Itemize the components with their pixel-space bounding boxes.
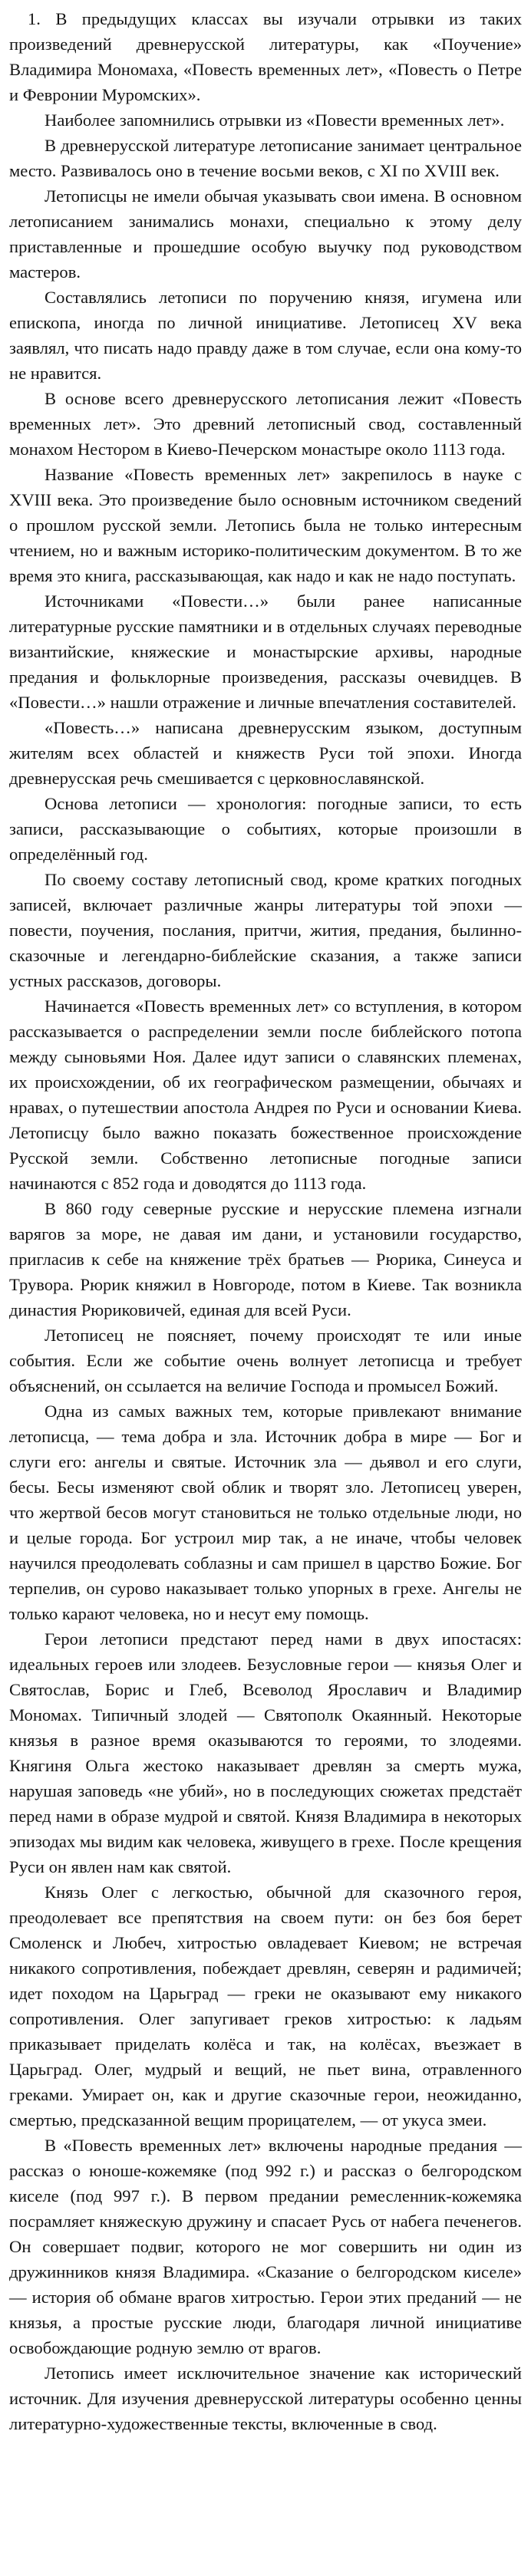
paragraph-6: В основе всего древнерусского летописания лежит «Повесть временных лет». Это древний летописный свод, составленный монахом Нестором в Киево-Печерском монастыре около 1113 года. [9, 389, 522, 459]
paragraph-8: Источниками «Повести…» были ранее написанные литературные русские памятники и в отдельных случаях переводные византийские, княжеские и монастырские архивы, народные предания и фольклорные произведения, рассказы очевидцев. В «Повести…» нашли отражение и личные впечатления составителей. [9, 591, 522, 712]
paragraph-5: Составлялись летописи по поручению князя, игумена или епископа, иногда по личной инициативе. Летописец XV века заявлял, что писать надо правду даже в том случае, если она кому-то не нравится. [9, 288, 522, 383]
paragraph-10: Основа летописи — хронология: погодные записи, то есть записи, рассказывающие о событиях, которые произошли в определённый год. [9, 794, 522, 864]
paragraph-17: Князь Олег с легкостью, обычной для сказочного героя, преодолевает все препятствия на своем пути: он без боя берет Смоленск и Любеч, хитростью овладевает Киевом; не встречая никакого сопротивления, побеждает древлян, северян и радимичей; идет походом на Царьград — греки не оказывают ему никакого сопротивления. Олег запугивает греков хитростью: к ладьям приказывает приделать колёса и так, на колёсах, въезжает в Царьград. Олег, мудрый и вещий, не пьет вина, отравленного греками. Умирает он, как и другие сказочные герои, неожиданно, смертью, предсказанной вещим прорицателем, — от укуса змеи. [9, 1883, 522, 2130]
paragraph-12: Начинается «Повесть временных лет» со вступления, в котором рассказывается о распределении земли после библейского потопа между сыновьями Ноя. Далее идут записи о славянских племенах, их происхождении, об их географическом размещении, обычаях и нравах, о путешествии апостола Андрея по Руси и основании Киева. Летописцу было важно показать божественное происхождение Русской земли. Собственно летописные погодные записи начинаются с 852 года и доводятся до 1113 года. [9, 996, 522, 1193]
paragraph-3: В древнерусской литературе летописание занимает центральное место. Развивалось оно в течение восьми веков, с XI по XVIII век. [9, 136, 522, 180]
paragraph-11: По своему составу летописный свод, кроме кратких погодных записей, включает различные жанры литературы той эпохи — повести, поучения, послания, притчи, жития, предания, былинно-сказочные и легендарно-библейские сказания, а также записи устных рассказов, договоры. [9, 870, 522, 990]
paragraph-13: В 860 году северные русские и нерусские племена изгнали варягов за море, не давая им дани, и установили государство, пригласив к себе на княжение трёх братьев — Рюрика, Синеуса и Трувора. Рюрик княжил в Новгороде, потом в Киеве. Так возникла династия Рюриковичей, единая для всей Руси. [9, 1199, 522, 1319]
paragraph-15: Одна из самых важных тем, которые привлекают внимание летописца, — тема добра и зла. Источник добра в мире — Бог и слуги его: ангелы и святые. Источник зла — дьявол и его слуги, бесы. Бесы изменяют свой облик и творят зло. Летописец уверен, что жертвой бесов могут становиться не только отдельные люди, но и целые города. Бог устроил мир так, а не иначе, чтобы человек научился преодолевать соблазны и сам пришел в царство Божие. Бог терпелив, он сурово наказывает только упорных в грехе. Ангелы не только карают человека, но и несут ему помощь. [9, 1402, 522, 1623]
paragraph-7: Название «Повесть временных лет» закрепилось в науке с XVIII века. Это произведение было основным источником сведений о прошлом русской земли. Летопись была не только интересным чтением, но и важным историко-политическим документом. В то же время это книга, рассказывающая, как надо и как не надо поступать. [9, 465, 522, 585]
paragraph-19: Летопись имеет исключительное значение как исторический источник. Для изучения древнерусской литературы особенно ценны литературно-художественные тексты, включенные в свод. [9, 2364, 522, 2433]
paragraph-1: 1. В предыдущих классах вы изучали отрывки из таких произведений древнерусской литературы, как «Поучение» Владимира Мономаха, «Повесть временных лет», «Повесть о Петре и Февронии Муромских». [9, 9, 522, 104]
paragraph-9: «Повесть…» написана древнерусским языком, доступным жителям всех областей и княжеств Руси той эпохи. Иногда древнерусская речь смешивается с церковнославянской. [9, 718, 522, 788]
paragraph-14: Летописец не поясняет, почему происходят те или иные события. Если же событие очень волнует летописца и требует объяснений, он ссылается на величие Господа и промысел Божий. [9, 1326, 522, 1395]
paragraph-2: Наиболее запомнились отрывки из «Повести временных лет». [45, 110, 505, 130]
paragraph-18: В «Повесть временных лет» включены народные предания — рассказ о юноше-кожемяке (под 992 г.) и рассказ о белгородском киселе (под 997 г.). В первом предании ремесленник-кожемяка посрамляет княжескую дружину и спасает Русь от набега печенегов. Он совершает подвиг, которого не мог совершить ни один из дружинников князя Владимира. «Сказание о белгородском киселе» — история об обмане врагов хитростью. Герои этих преданий — не князья, а простые русские люди, благодаря личной инициативе освобождающие родную землю от врагов. [9, 2136, 522, 2357]
paragraph-16: Герои летописи предстают перед нами в двух ипостасях: идеальных героев или злодеев. Безусловные герои — князья Олег и Святослав, Борис и Глеб, Всеволод Ярославич и Владимир Мономах. Типичный злодей — Святополк Окаянный. Некоторые князья в разное время оказываются то героями, то злодеями. Княгиня Ольга жестоко наказывает древлян за смерть мужа, нарушая заповедь «не убий», но в последующих сюжетах предстаёт перед нами в образе мудрой и святой. Князя Владимира в некоторых эпизодах мы видим как человека, живущего в грехе. После крещения Руси он явлен нам как святой. [9, 1629, 522, 1876]
paragraph-4: Летописцы не имели обычая указывать свои имена. В основном летописанием занимались монахи, специально к этому делу приставленные и прошедшие особую выучку под руководством мастеров. [9, 186, 522, 282]
